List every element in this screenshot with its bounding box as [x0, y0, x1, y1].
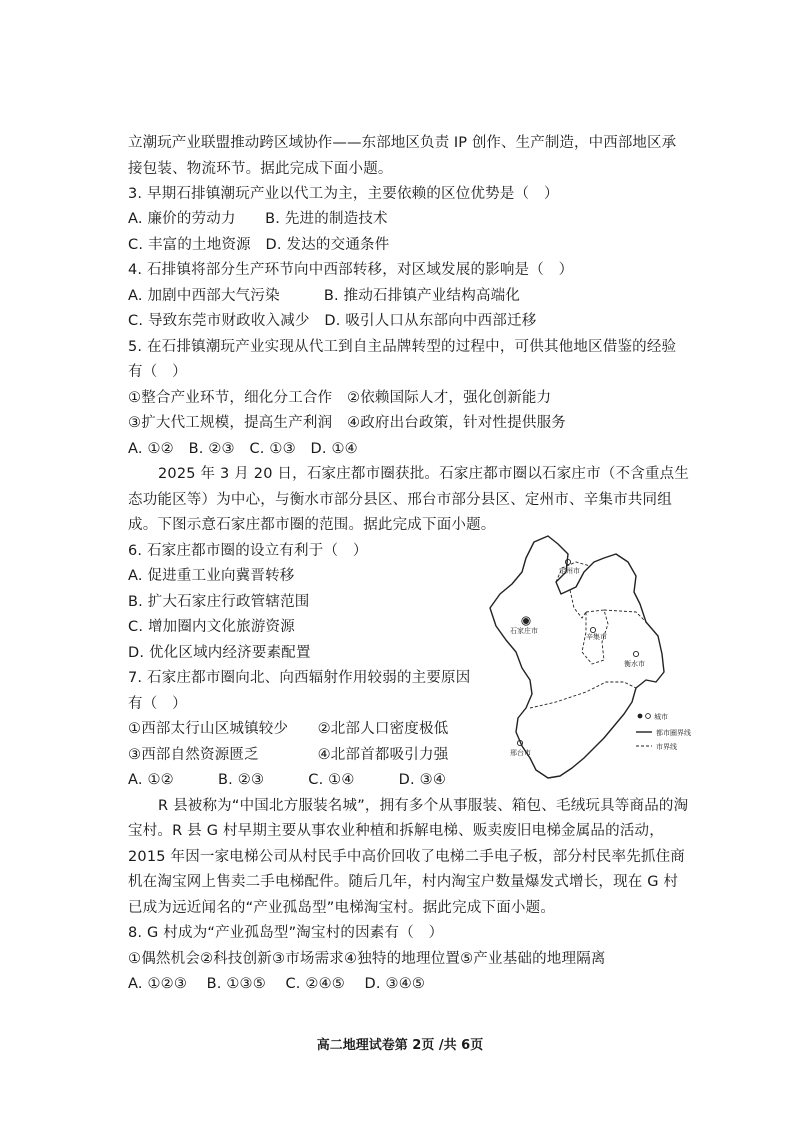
legend-city: 城市	[654, 713, 668, 721]
hengshui-label: 衡水市	[624, 660, 645, 668]
passage-line: 机在淘宝网上售卖二手电梯配件。随后几年，村内淘宝户数量爆发式增长，现在 G 村	[128, 874, 679, 890]
q4-options-ab: A. 加剧中西部大气污染 B. 推动石排镇产业结构高端化	[128, 288, 521, 304]
q3-options-ab: A. 廉价的劳动力 B. 先进的制造技术	[128, 211, 388, 227]
q7-statements-34: ③西部自然资源匮乏 ④北部首都吸引力强	[128, 747, 449, 763]
passage-line: 2015 年因一家电梯公司从村民手中高价回收了电梯二手电子板，部分村民率先抓住商	[128, 849, 686, 865]
q6-option-a: A. 促进重工业向冀晋转移	[128, 568, 295, 584]
q5-statements-34: ③扩大代工规模，提高生产利润 ④政府出台政策，针对性提供服务	[128, 415, 566, 431]
q5-statements-12: ①整合产业环节，细化分工合作 ②依赖国际人才，强化创新能力	[128, 390, 552, 406]
city-boundary-hengshui	[604, 610, 646, 622]
xinji-marker	[590, 627, 595, 632]
city-boundary-west	[570, 590, 586, 618]
map-legend	[636, 712, 691, 751]
passage-line: 态功能区等）为中心，与衡水市部分县区、邢台市部分县区、定州市、辛集市共同组	[128, 492, 672, 508]
question-3: 3. 早期石排镇潮玩产业以代工为主，主要依赖的区位优势是（ ）	[128, 186, 559, 202]
question-8: 8. G 村成为“产业孤岛型”淘宝村的因素有（ ）	[128, 925, 444, 941]
passage-line: 接包装、物流环节。据此完成下面小题。	[128, 161, 393, 177]
question-5: 5. 在石排镇潮玩产业实现从代工到自主品牌转型的过程中，可供其他地区借鉴的经验	[128, 339, 677, 355]
q6-option-b: B. 扩大石家庄行政管辖范围	[128, 594, 310, 610]
passage-line: 宝村。R 县 G 村早期主要从事农业种植和拆解电梯、贩卖废旧电梯金属品的活动，	[128, 823, 664, 839]
q6-option-c: C. 增加圈内文化旅游资源	[128, 619, 295, 635]
q3-options-cd: C. 丰富的土地资源 D. 发达的交通条件	[128, 237, 390, 253]
legend-metro-boundary: 都市圈界线	[656, 729, 691, 737]
q8-options: A. ①②③ B. ①③⑤ C. ②④⑤ D. ③④⑤	[128, 976, 426, 992]
shijiazhuang-metro-map	[486, 532, 706, 782]
legend-city-boundary: 市界线	[656, 743, 677, 751]
q5-options: A. ①② B. ②③ C. ①③ D. ①④	[128, 441, 358, 457]
passage-line: 立潮玩产业联盟推动跨区域协作——东部地区负责 IP 创作、生产制造，中西部地区承	[128, 135, 677, 151]
question-7: 7. 石家庄都市圈向北、向西辐射作用较弱的主要原因	[128, 670, 471, 686]
passage-line: 已成为远近闻名的“产业孤岛型”电梯淘宝村。据此完成下面小题。	[128, 900, 556, 916]
q8-statements: ①偶然机会②科技创新③市场需求④独特的地理位置⑤产业基础的地理隔离	[128, 951, 606, 967]
q7-statements-12: ①西部太行山区城镇较少 ②北部人口密度极低	[128, 721, 449, 737]
passage-line: 2025 年 3 月 20 日，石家庄都市圈获批。石家庄都市圈以石家庄市（不含重点生	[158, 466, 690, 482]
passage-line: 成。下图示意石家庄都市圈的范围。据此完成下面小题。	[128, 517, 496, 533]
question-4: 4. 石排镇将部分生产环节向中西部转移，对区域发展的影响是（ ）	[128, 262, 574, 278]
xinji-label: 辛集市	[586, 633, 607, 641]
shijiazhuang-label: 石家庄市	[510, 627, 538, 635]
q4-options-cd: C. 导致东莞市财政收入减少 D. 吸引人口从东部向中西部迁移	[128, 313, 537, 329]
q6-option-d: D. 优化区域内经济要素配置	[128, 645, 311, 661]
q7-options: A. ①② B. ②③ C. ①④ D. ③④	[128, 772, 447, 788]
question-7-cont: 有（ ）	[128, 696, 187, 712]
hengshui-marker	[633, 651, 638, 656]
passage-line: R 县被称为“中国北方服装名城”，拥有多个从事服装、箱包、毛绒玩具等商品的淘	[158, 798, 689, 814]
page-footer: 高二地理试卷第 2页 /共 6页	[316, 1038, 484, 1053]
dingzhou-label: 定州市	[559, 567, 580, 575]
xingtai-label: 邢台市	[510, 749, 531, 757]
shijiazhuang-marker	[523, 618, 529, 624]
question-5-cont: 有（ ）	[128, 364, 187, 380]
city-boundary-xingtai	[530, 682, 636, 708]
question-6: 6. 石家庄都市圈的设立有利于（ ）	[128, 543, 368, 559]
